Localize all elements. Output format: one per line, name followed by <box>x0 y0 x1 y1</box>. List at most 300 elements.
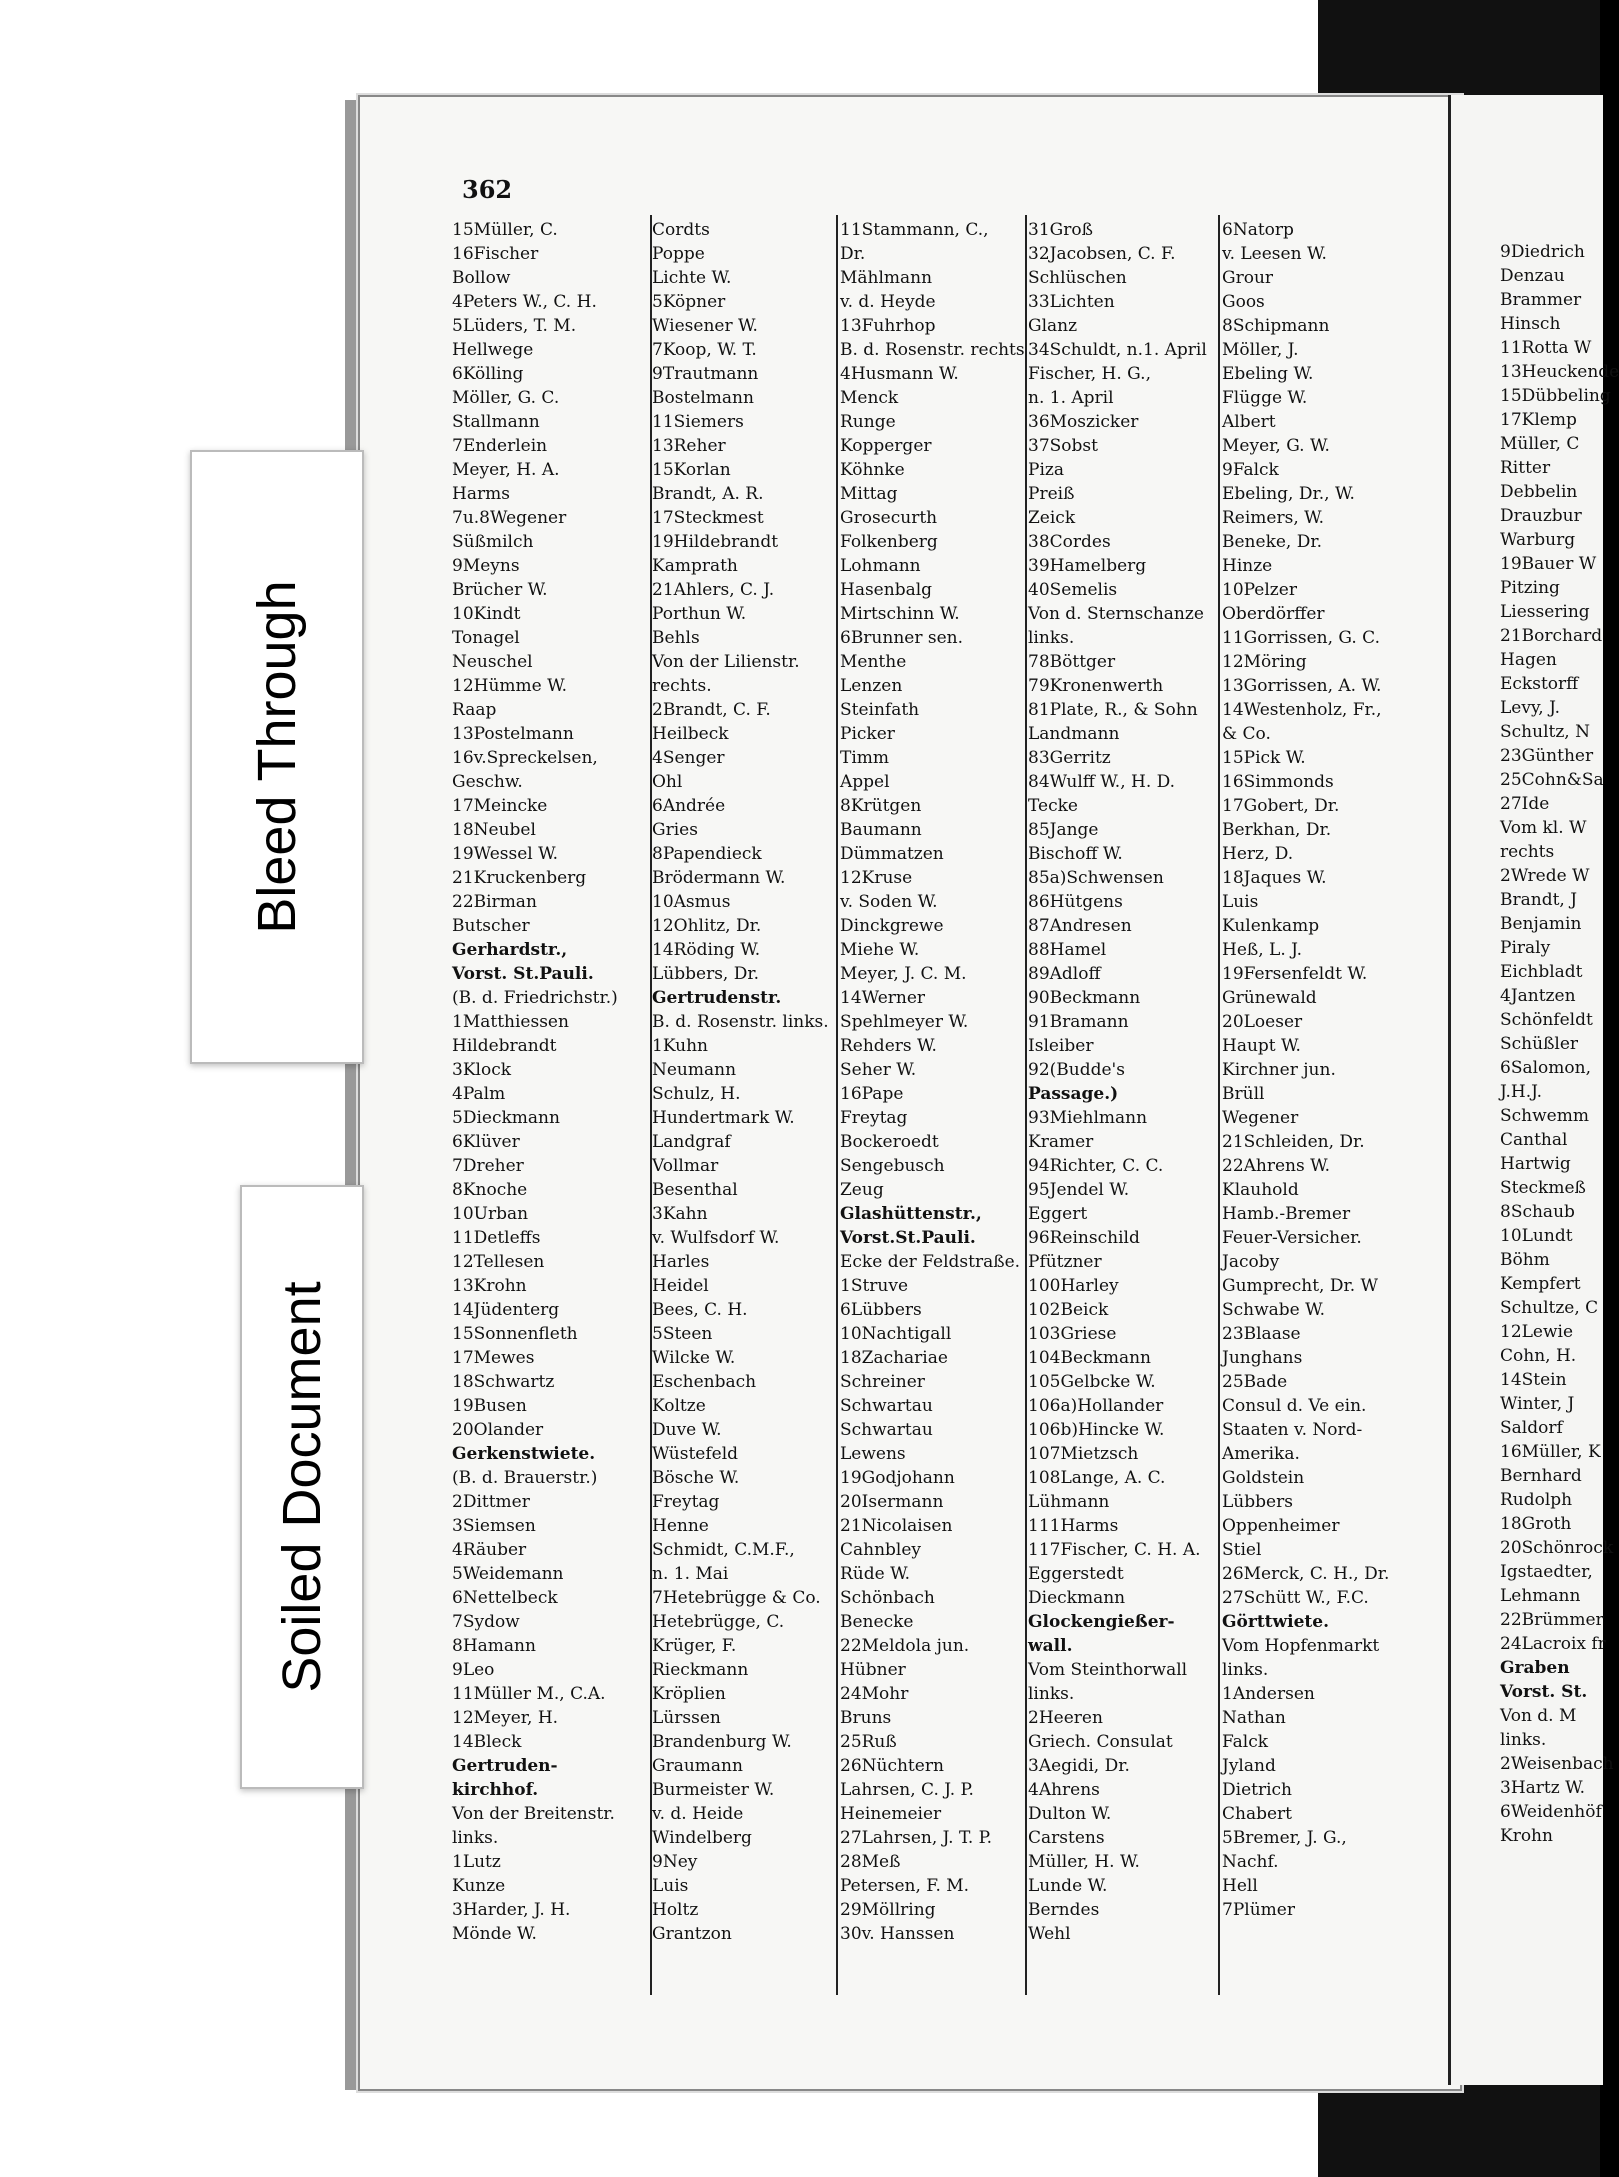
directory-entry: Nachf. <box>1222 1852 1279 1872</box>
column-5 <box>1222 218 1389 1922</box>
facing-entry: Schwemm <box>1500 1106 1589 1126</box>
directory-entry: Rüde W. <box>840 1564 911 1584</box>
facing-entry: 18Groth <box>1500 1514 1572 1534</box>
facing-entry: Brandt, J <box>1500 890 1578 910</box>
directory-entry: Hellwege <box>452 340 534 360</box>
directory-entry: v. Leesen W. <box>1222 244 1327 264</box>
facing-entry: 23Günther <box>1500 746 1594 766</box>
facing-entry: 25Cohn&Sa <box>1500 770 1604 790</box>
directory-entry: 13Reher <box>652 436 726 456</box>
directory-entry: Menthe <box>840 652 907 672</box>
facing-entry: Drauzbur <box>1500 506 1582 526</box>
directory-entry: 31Groß <box>1028 220 1093 240</box>
directory-entry: 7Dreher <box>452 1156 524 1176</box>
directory-entry: 26Merck, C. H., Dr. <box>1222 1564 1390 1584</box>
directory-entry: Grour <box>1222 268 1274 288</box>
directory-entry: Baumann <box>840 820 922 840</box>
directory-entry: Gertrudenstr. <box>652 988 782 1008</box>
facing-entry: Graben <box>1500 1658 1570 1678</box>
directory-entry: 14Bleck <box>452 1732 522 1752</box>
directory-entry: 22Meldola jun. <box>840 1636 970 1656</box>
directory-entry: Falck <box>1222 1732 1269 1752</box>
directory-entry: Meyer, H. A. <box>452 460 560 480</box>
directory-entry: 12Möring <box>1222 652 1307 672</box>
directory-entry: 78Böttger <box>1028 652 1116 672</box>
directory-entry: Glockengießer- <box>1028 1612 1175 1632</box>
directory-entry: Grantzon <box>652 1924 732 1944</box>
directory-entry: 86Hütgens <box>1028 892 1123 912</box>
directory-entry: Eggert <box>1028 1204 1088 1224</box>
directory-entry: Bostelmann <box>652 388 754 408</box>
directory-entry: 17Gobert, Dr. <box>1222 796 1340 816</box>
directory-entry: 21Kruckenberg <box>452 868 587 888</box>
directory-entry: Seher W. <box>840 1060 917 1080</box>
directory-entry: 83Gerritz <box>1028 748 1111 768</box>
directory-entry: 25Ruß <box>840 1732 897 1752</box>
directory-entry: Neumann <box>652 1060 737 1080</box>
facing-entry: Liessering <box>1500 602 1590 622</box>
directory-entry: 95Jendel W. <box>1028 1180 1130 1200</box>
directory-entry: 2Dittmer <box>452 1492 530 1512</box>
directory-entry: 11Gorrissen, G. C. <box>1222 628 1380 648</box>
page-number: 362 <box>462 175 513 204</box>
directory-entry: Flügge W. <box>1222 388 1308 408</box>
directory-entry: 37Sobst <box>1028 436 1098 456</box>
facing-entry: Böhm <box>1500 1250 1550 1270</box>
directory-entry: Hell <box>1222 1876 1258 1896</box>
directory-entry: 6Klüver <box>452 1132 520 1152</box>
facing-entry: 10Lundt <box>1500 1226 1573 1246</box>
directory-entry: Amerika. <box>1222 1444 1300 1464</box>
directory-entry: 2Heeren <box>1028 1708 1103 1728</box>
directory-entry: Klauhold <box>1222 1180 1299 1200</box>
directory-entry: 10Nachtigall <box>840 1324 952 1344</box>
facing-entry: Schultze, C <box>1500 1298 1599 1318</box>
directory-entry: Poppe <box>652 244 705 264</box>
facing-entry: Levy, J. <box>1500 698 1561 718</box>
directory-entry: 8Schipmann <box>1222 316 1330 336</box>
soiled-document-label: Soiled Document <box>240 1185 364 1789</box>
facing-entry: Eichbladt <box>1500 962 1583 982</box>
directory-entry: kirchhof. <box>452 1780 539 1800</box>
directory-entry: 33Lichten <box>1028 292 1115 312</box>
directory-entry: Rehders W. <box>840 1036 937 1056</box>
directory-entry: 5Köpner <box>652 292 726 312</box>
directory-entry: Geschw. <box>452 772 523 792</box>
directory-entry: 6Lübbers <box>840 1300 922 1320</box>
directory-entry: 19Fersenfeldt W. <box>1222 964 1368 984</box>
directory-entry: 4Palm <box>452 1084 506 1104</box>
directory-entry: 13Krohn <box>452 1276 527 1296</box>
directory-entry: 5Weidemann <box>452 1564 564 1584</box>
directory-entry: Glanz <box>1028 316 1078 336</box>
directory-entry: Glashüttenstr., <box>840 1204 982 1224</box>
directory-entry: Mählmann <box>840 268 933 288</box>
directory-entry: Miehe W. <box>840 940 920 960</box>
directory-entry: 20Isermann <box>840 1492 944 1512</box>
directory-entry: 23Blaase <box>1222 1324 1301 1344</box>
directory-entry: 2Brandt, C. F. <box>652 700 771 720</box>
directory-entry: Freytag <box>652 1492 720 1512</box>
directory-entry: (B. d. Brauerstr.) <box>452 1468 598 1488</box>
directory-entry: 16Simmonds <box>1222 772 1334 792</box>
directory-entry: Lürssen <box>652 1708 721 1728</box>
directory-entry: Gumprecht, Dr. W <box>1222 1276 1378 1296</box>
directory-entry: Preiß <box>1028 484 1075 504</box>
directory-entry: Lohmann <box>840 556 921 576</box>
directory-entry: Junghans <box>1222 1348 1303 1368</box>
directory-entry: v. d. Heyde <box>840 292 936 312</box>
directory-entry: 5Dieckmann <box>452 1108 560 1128</box>
directory-entry: 102Beick <box>1028 1300 1109 1320</box>
facing-entry: Steckmeß <box>1500 1178 1586 1198</box>
directory-entry: links. <box>1028 1684 1075 1704</box>
directory-entry: 7Enderlein <box>452 436 548 456</box>
directory-entry: Schönbach <box>840 1588 935 1608</box>
directory-entry: Eschenbach <box>652 1372 757 1392</box>
directory-entry: Raap <box>452 700 497 720</box>
directory-entry: 15Korlan <box>652 460 731 480</box>
directory-entry: Piza <box>1028 460 1064 480</box>
directory-entry: Heidel <box>652 1276 709 1296</box>
directory-entry: 13Postelmann <box>452 724 574 744</box>
directory-entry: 5Lüders, T. M. <box>452 316 577 336</box>
directory-entry: 14Westenholz, Fr., <box>1222 700 1382 720</box>
directory-entry: Petersen, F. M. <box>840 1876 970 1896</box>
directory-entry: Gerkenstwiete. <box>452 1444 596 1464</box>
directory-entry: Brödermann W. <box>652 868 786 888</box>
directory-entry: Sengebusch <box>840 1156 945 1176</box>
directory-entry: Wegener <box>1222 1108 1299 1128</box>
directory-entry: 117Fischer, C. H. A. <box>1028 1540 1201 1560</box>
directory-entry: Schmidt, C.M.F., <box>652 1540 795 1560</box>
directory-entry: 7u.8Wegener <box>452 508 567 528</box>
directory-entry: Nathan <box>1222 1708 1286 1728</box>
directory-entry: 10Pelzer <box>1222 580 1297 600</box>
directory-entry: Rieckmann <box>652 1660 749 1680</box>
directory-entry: Brüll <box>1222 1084 1265 1104</box>
directory-entry: Burmeister W. <box>652 1780 775 1800</box>
directory-entry: Ebeling W. <box>1222 364 1314 384</box>
directory-entry: Kopperger <box>840 436 932 456</box>
directory-entry: Lewens <box>840 1444 906 1464</box>
directory-entry: 100Harley <box>1028 1276 1119 1296</box>
directory-entry: Chabert <box>1222 1804 1292 1824</box>
directory-entry: Bockeroedt <box>840 1132 939 1152</box>
directory-entry: Von d. Sternschanze <box>1028 604 1204 624</box>
directory-entry: Dr. <box>840 244 866 264</box>
directory-entry: Lunde W. <box>1028 1876 1108 1896</box>
directory-entry: n. 1. April <box>1028 388 1114 408</box>
directory-entry: 14Röding W. <box>652 940 761 960</box>
directory-entry: 15Pick W. <box>1222 748 1306 768</box>
facing-entry: Eckstorff <box>1500 674 1579 694</box>
facing-entry: Warburg <box>1500 530 1576 550</box>
directory-entry: Landgraf <box>652 1132 731 1152</box>
directory-entry: Folkenberg <box>840 532 938 552</box>
directory-entry: wall. <box>1028 1636 1073 1656</box>
directory-entry: 6Andrée <box>652 796 726 816</box>
facing-entry: 4Jantzen <box>1500 986 1576 1006</box>
facing-entry: 3Hartz W. <box>1500 1778 1585 1798</box>
directory-entry: Grünewald <box>1222 988 1317 1008</box>
directory-entry: Vollmar <box>652 1156 719 1176</box>
facing-entry: Piraly <box>1500 938 1551 958</box>
facing-entry: Winter, J <box>1500 1394 1575 1414</box>
directory-entry: 15Sonnenfleth <box>452 1324 578 1344</box>
directory-entry: Stiel <box>1222 1540 1262 1560</box>
directory-entry: Meyer, J. C. M. <box>840 964 967 984</box>
directory-entry: 1Kuhn <box>652 1036 708 1056</box>
directory-entry: 12Tellesen <box>452 1252 545 1272</box>
facing-entry: 13Heuckende <box>1500 362 1619 382</box>
directory-entry: 4Räuber <box>452 1540 527 1560</box>
facing-entry: 20Schönrock <box>1500 1538 1614 1558</box>
facing-entry: Debbelin <box>1500 482 1578 502</box>
directory-entry: 93Miehlmann <box>1028 1108 1148 1128</box>
directory-entry: Eggerstedt <box>1028 1564 1124 1584</box>
directory-entry: Heilbeck <box>652 724 729 744</box>
directory-entry: links. <box>1028 628 1075 648</box>
directory-entry: Passage.) <box>1028 1084 1119 1104</box>
directory-entry: Möller, J. <box>1222 340 1299 360</box>
directory-entry: Benecke <box>840 1612 914 1632</box>
facing-entry: J.H.J. <box>1500 1082 1543 1102</box>
facing-entry: Rudolph <box>1500 1490 1573 1510</box>
directory-entry: Feuer-Versicher. <box>1222 1228 1362 1248</box>
directory-entry: Von der Lilienstr. <box>652 652 800 672</box>
directory-entry: Schlüschen <box>1028 268 1127 288</box>
directory-entry: Dinckgrewe <box>840 916 944 936</box>
directory-entry: Goos <box>1222 292 1265 312</box>
directory-entry: Dümmatzen <box>840 844 944 864</box>
directory-entry: 103Griese <box>1028 1324 1117 1344</box>
directory-entry: Von der Breitenstr. <box>452 1804 615 1824</box>
directory-entry: Henne <box>652 1516 709 1536</box>
directory-entry: Kramer <box>1028 1132 1094 1152</box>
directory-entry: 3Aegidi, Dr. <box>1028 1756 1130 1776</box>
column-1 <box>452 218 618 1946</box>
directory-entry: Bösche W. <box>652 1468 740 1488</box>
facing-entry: Lehmann <box>1500 1586 1581 1606</box>
facing-entry: Krohn <box>1500 1826 1553 1846</box>
directory-entry: Tonagel <box>452 628 520 648</box>
directory-entry: 85Jange <box>1028 820 1099 840</box>
directory-entry: Köhnke <box>840 460 905 480</box>
directory-entry: Kunze <box>452 1876 506 1896</box>
directory-entry: 11Müller M., C.A. <box>452 1684 606 1704</box>
facing-entry: 14Stein <box>1500 1370 1567 1390</box>
directory-entry: 27Lahrsen, J. T. P. <box>840 1828 993 1848</box>
directory-entry: 87Andresen <box>1028 916 1132 936</box>
facing-entry: 24Lacroix fr <box>1500 1634 1606 1654</box>
directory-entry: 12Kruse <box>840 868 913 888</box>
directory-entry: 3Kahn <box>652 1204 708 1224</box>
directory-entry: 10Kindt <box>452 604 521 624</box>
directory-entry: 6Nettelbeck <box>452 1588 558 1608</box>
facing-entry: Saldorf <box>1500 1418 1563 1438</box>
directory-entry: Vom Hopfenmarkt <box>1222 1636 1380 1656</box>
directory-entry: Görttwiete. <box>1222 1612 1330 1632</box>
facing-entry: Müller, C <box>1500 434 1580 454</box>
directory-entry: Pfützner <box>1028 1252 1102 1272</box>
directory-entry: 105Gelbcke W. <box>1028 1372 1156 1392</box>
directory-entry: Wiesener W. <box>652 316 758 336</box>
directory-entry: 10Urban <box>452 1204 529 1224</box>
directory-entry: rechts. <box>652 676 712 696</box>
directory-entry: 7Plümer <box>1222 1900 1295 1920</box>
directory-entry: 107Mietzsch <box>1028 1444 1139 1464</box>
directory-entry: 19Godjohann <box>840 1468 955 1488</box>
facing-entry: 19Bauer W <box>1500 554 1597 574</box>
directory-entry: 17Meincke <box>452 796 548 816</box>
directory-entry: Berkhan, Dr. <box>1222 820 1332 840</box>
directory-entry: 16Pape <box>840 1084 904 1104</box>
directory-entry: 96Reinschild <box>1028 1228 1140 1248</box>
directory-entry: Goldstein <box>1222 1468 1305 1488</box>
directory-entry: Koltze <box>652 1396 706 1416</box>
directory-entry: 8Knoche <box>452 1180 528 1200</box>
facing-entry: Schönfeldt <box>1500 1010 1593 1030</box>
directory-entry: Picker <box>840 724 895 744</box>
directory-entry: 5Bremer, J. G., <box>1222 1828 1347 1848</box>
directory-entry: Haupt W. <box>1222 1036 1301 1056</box>
directory-entry: v. Wulfsdorf W. <box>652 1228 780 1248</box>
directory-entry: Duve W. <box>652 1420 722 1440</box>
directory-entry: 32Jacobsen, C. F. <box>1028 244 1176 264</box>
directory-entry: Butscher <box>452 916 530 936</box>
directory-entry: Albert <box>1222 412 1276 432</box>
column-rule <box>1218 215 1220 1995</box>
directory-entry: Besenthal <box>652 1180 738 1200</box>
directory-entry: Luis <box>1222 892 1259 912</box>
directory-entry: Brandt, A. R. <box>652 484 764 504</box>
directory-entry: 13Fuhrhop <box>840 316 936 336</box>
facing-entry: Schultz, N <box>1500 722 1590 742</box>
facing-entry: 22Brümmer <box>1500 1610 1604 1630</box>
facing-entry: rechts <box>1500 842 1555 862</box>
directory-entry: 26Nüchtern <box>840 1756 944 1776</box>
directory-entry: Kirchner jun. <box>1222 1060 1336 1080</box>
directory-entry: Lahrsen, C. J. P. <box>840 1780 974 1800</box>
directory-entry: 19Hildebrandt <box>652 532 779 552</box>
directory-entry: Oberdörffer <box>1222 604 1325 624</box>
directory-entry: Schreiner <box>840 1372 925 1392</box>
column-3 <box>840 218 1025 1946</box>
directory-entry: & Co. <box>1222 724 1271 744</box>
directory-entry: 4Ahrens <box>1028 1780 1100 1800</box>
directory-entry: Neuschel <box>452 652 533 672</box>
directory-entry: n. 1. Mai <box>652 1564 729 1584</box>
directory-entry: 11Stammann, C., <box>840 220 989 240</box>
directory-entry: 30v. Hanssen <box>840 1924 955 1944</box>
directory-entry: Cordts <box>652 220 710 240</box>
directory-entry: Tecke <box>1028 796 1078 816</box>
facing-entry: 17Klemp <box>1500 410 1577 430</box>
directory-entry: 84Wulff W., H. D. <box>1028 772 1176 792</box>
directory-entry: 22Birman <box>452 892 537 912</box>
column-rule <box>1025 215 1027 1995</box>
directory-entry: Hinze <box>1222 556 1273 576</box>
directory-entry: 3Harder, J. H. <box>452 1900 571 1920</box>
directory-entry: Meyer, G. W. <box>1222 436 1330 456</box>
directory-entry: Müller, H. W. <box>1028 1852 1140 1872</box>
directory-entry: 6Kölling <box>452 364 524 384</box>
directory-entry: Hildebrandt <box>452 1036 557 1056</box>
directory-entry: 111Harms <box>1028 1516 1119 1536</box>
directory-entry: Heß, L. J. <box>1222 940 1303 960</box>
directory-entry: Harles <box>652 1252 710 1272</box>
directory-entry: 21Nicolaisen <box>840 1516 953 1536</box>
directory-entry: Behls <box>652 628 700 648</box>
directory-entry: 1Matthiessen <box>452 1012 569 1032</box>
directory-entry: Schwabe W. <box>1222 1300 1326 1320</box>
directory-entry: Lichte W. <box>652 268 732 288</box>
facing-entry: 27Ide <box>1500 794 1550 814</box>
directory-entry: 106a)Hollander <box>1028 1396 1164 1416</box>
directory-entry: 5Steen <box>652 1324 713 1344</box>
directory-entry: 16v.Spreckelsen, <box>452 748 598 768</box>
directory-entry: Jacoby <box>1222 1252 1280 1272</box>
facing-entry: 15Dübbeling <box>1500 386 1611 406</box>
directory-entry: links. <box>1222 1660 1269 1680</box>
facing-entry: Vom kl. W <box>1500 818 1587 838</box>
directory-entry: Porthun W. <box>652 604 747 624</box>
directory-entry: Hübner <box>840 1660 906 1680</box>
directory-entry: Lenzen <box>840 676 903 696</box>
black-margin-top <box>1318 0 1600 100</box>
directory-entry: Gertruden- <box>452 1756 558 1776</box>
directory-entry: Lübbers <box>1222 1492 1293 1512</box>
directory-entry: 92(Budde's <box>1028 1060 1125 1080</box>
facing-entry: 12Lewie <box>1500 1322 1574 1342</box>
directory-entry: 104Beckmann <box>1028 1348 1151 1368</box>
directory-entry: Beneke, Dr. <box>1222 532 1323 552</box>
directory-entry: 17Mewes <box>452 1348 535 1368</box>
directory-entry: Isleiber <box>1028 1036 1094 1056</box>
facing-entry: Bernhard <box>1500 1466 1582 1486</box>
directory-entry: Brücher W. <box>452 580 548 600</box>
facing-entry: 11Rotta W <box>1500 338 1592 358</box>
directory-entry: 3Klock <box>452 1060 512 1080</box>
directory-entry: Hasenbalg <box>840 580 933 600</box>
directory-entry: 21Schleiden, Dr. <box>1222 1132 1365 1152</box>
directory-entry: Vom Steinthorwall <box>1028 1660 1188 1680</box>
bleed-through-label: Bleed Through <box>190 450 364 1064</box>
directory-entry: Runge <box>840 412 896 432</box>
directory-entry: 10Asmus <box>652 892 731 912</box>
directory-entry: 20Olander <box>452 1420 544 1440</box>
directory-entry: Dieckmann <box>1028 1588 1126 1608</box>
directory-entry: Zeick <box>1028 508 1076 528</box>
directory-entry: 1Andersen <box>1222 1684 1315 1704</box>
black-margin-bottom <box>1318 2085 1600 2177</box>
directory-entry: 18Jaques W. <box>1222 868 1327 888</box>
directory-entry: 9Falck <box>1222 460 1279 480</box>
directory-entry: Harms <box>452 484 510 504</box>
directory-entry: Gerhardstr., <box>452 940 568 960</box>
facing-page-column <box>1500 240 1619 1848</box>
directory-entry: Kamprath <box>652 556 738 576</box>
directory-entry: Bollow <box>452 268 511 288</box>
facing-entry: 16Müller, K <box>1500 1442 1601 1462</box>
directory-entry: Dietrich <box>1222 1780 1292 1800</box>
directory-entry: Steinfath <box>840 700 920 720</box>
directory-entry: Bees, C. H. <box>652 1300 748 1320</box>
directory-entry: Kröplien <box>652 1684 726 1704</box>
directory-entry: 13Gorrissen, A. W. <box>1222 676 1382 696</box>
facing-entry: Benjamin <box>1500 914 1582 934</box>
